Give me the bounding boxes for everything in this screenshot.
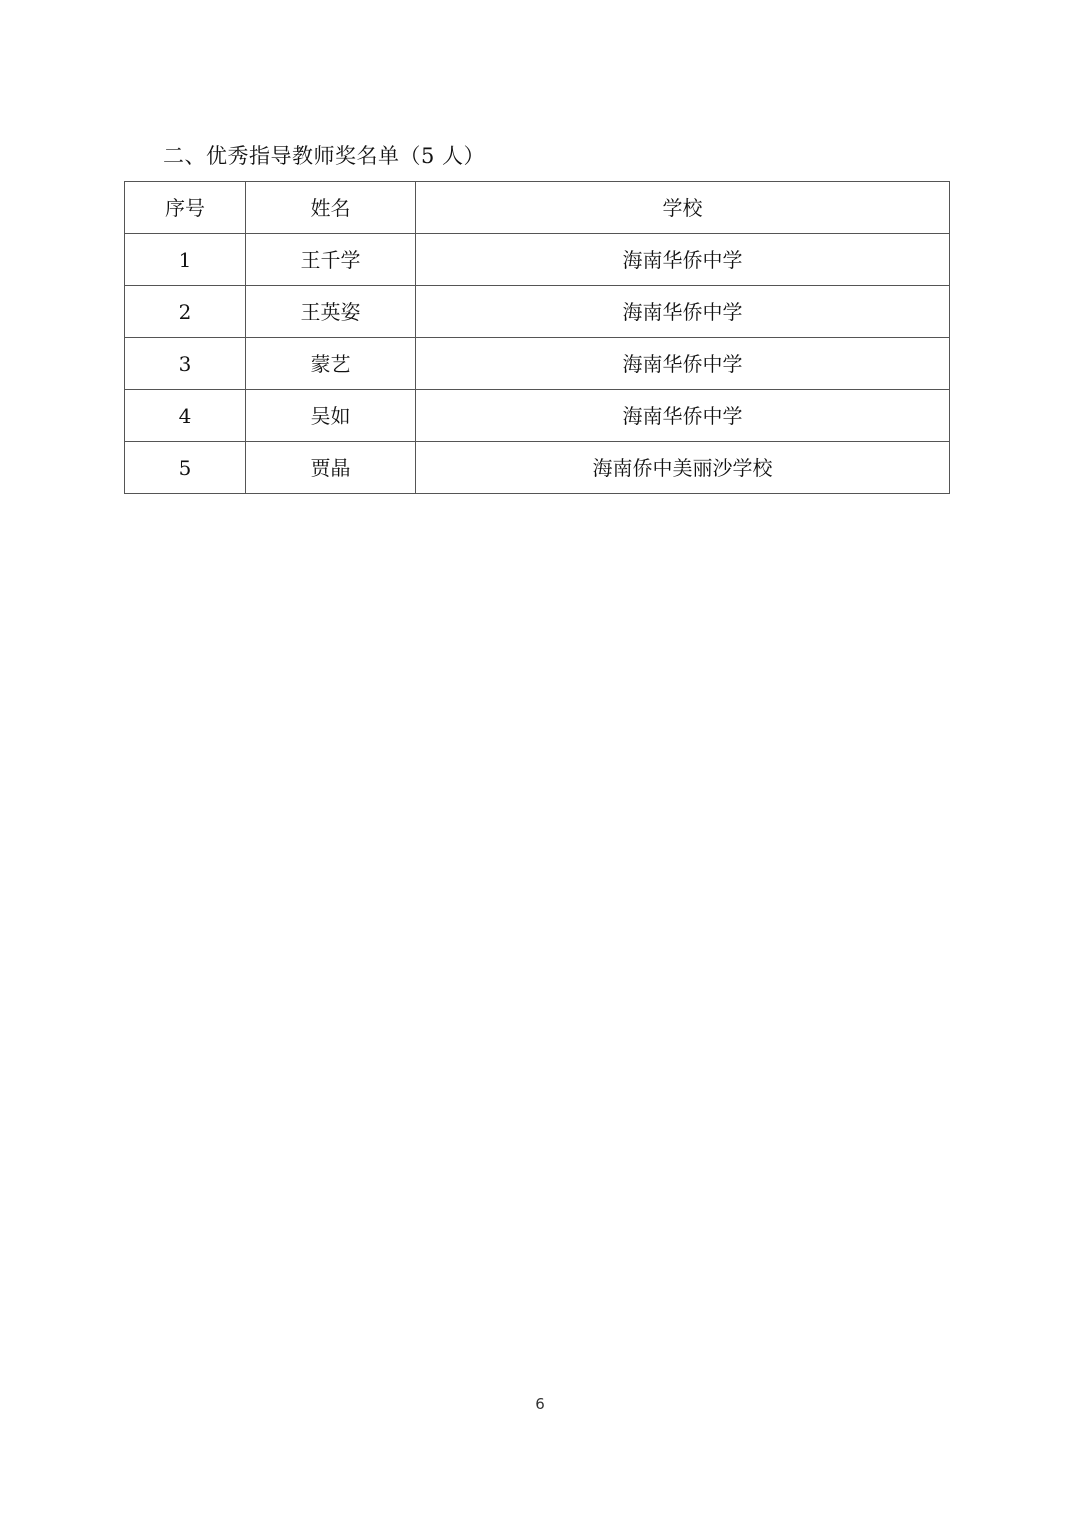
table-row [125, 442, 950, 494]
section-title: 二、优秀指导教师奖名单（5 人） [163, 144, 486, 168]
table-row [125, 286, 950, 338]
cell-school: 海南华侨中学 [416, 390, 950, 442]
page-number: 6 [535, 1395, 545, 1413]
cell-seq: 2 [125, 286, 246, 338]
cell-school: 海南华侨中学 [416, 338, 950, 390]
cell-school: 海南华侨中学 [416, 234, 950, 286]
award-table [124, 181, 950, 494]
cell-seq: 5 [125, 442, 246, 494]
table-row [125, 338, 950, 390]
header-school: 学校 [416, 182, 950, 234]
table-row [125, 234, 950, 286]
header-name: 姓名 [246, 182, 416, 234]
cell-name: 贾晶 [246, 442, 416, 494]
table-row [125, 390, 950, 442]
cell-seq: 3 [125, 338, 246, 390]
cell-name: 王千学 [246, 234, 416, 286]
cell-name: 蒙艺 [246, 338, 416, 390]
cell-school: 海南华侨中学 [416, 286, 950, 338]
cell-seq: 4 [125, 390, 246, 442]
header-seq: 序号 [125, 182, 246, 234]
table-header-row [125, 182, 950, 234]
cell-name: 王英姿 [246, 286, 416, 338]
cell-name: 吴如 [246, 390, 416, 442]
cell-school: 海南侨中美丽沙学校 [416, 442, 950, 494]
cell-seq: 1 [125, 234, 246, 286]
